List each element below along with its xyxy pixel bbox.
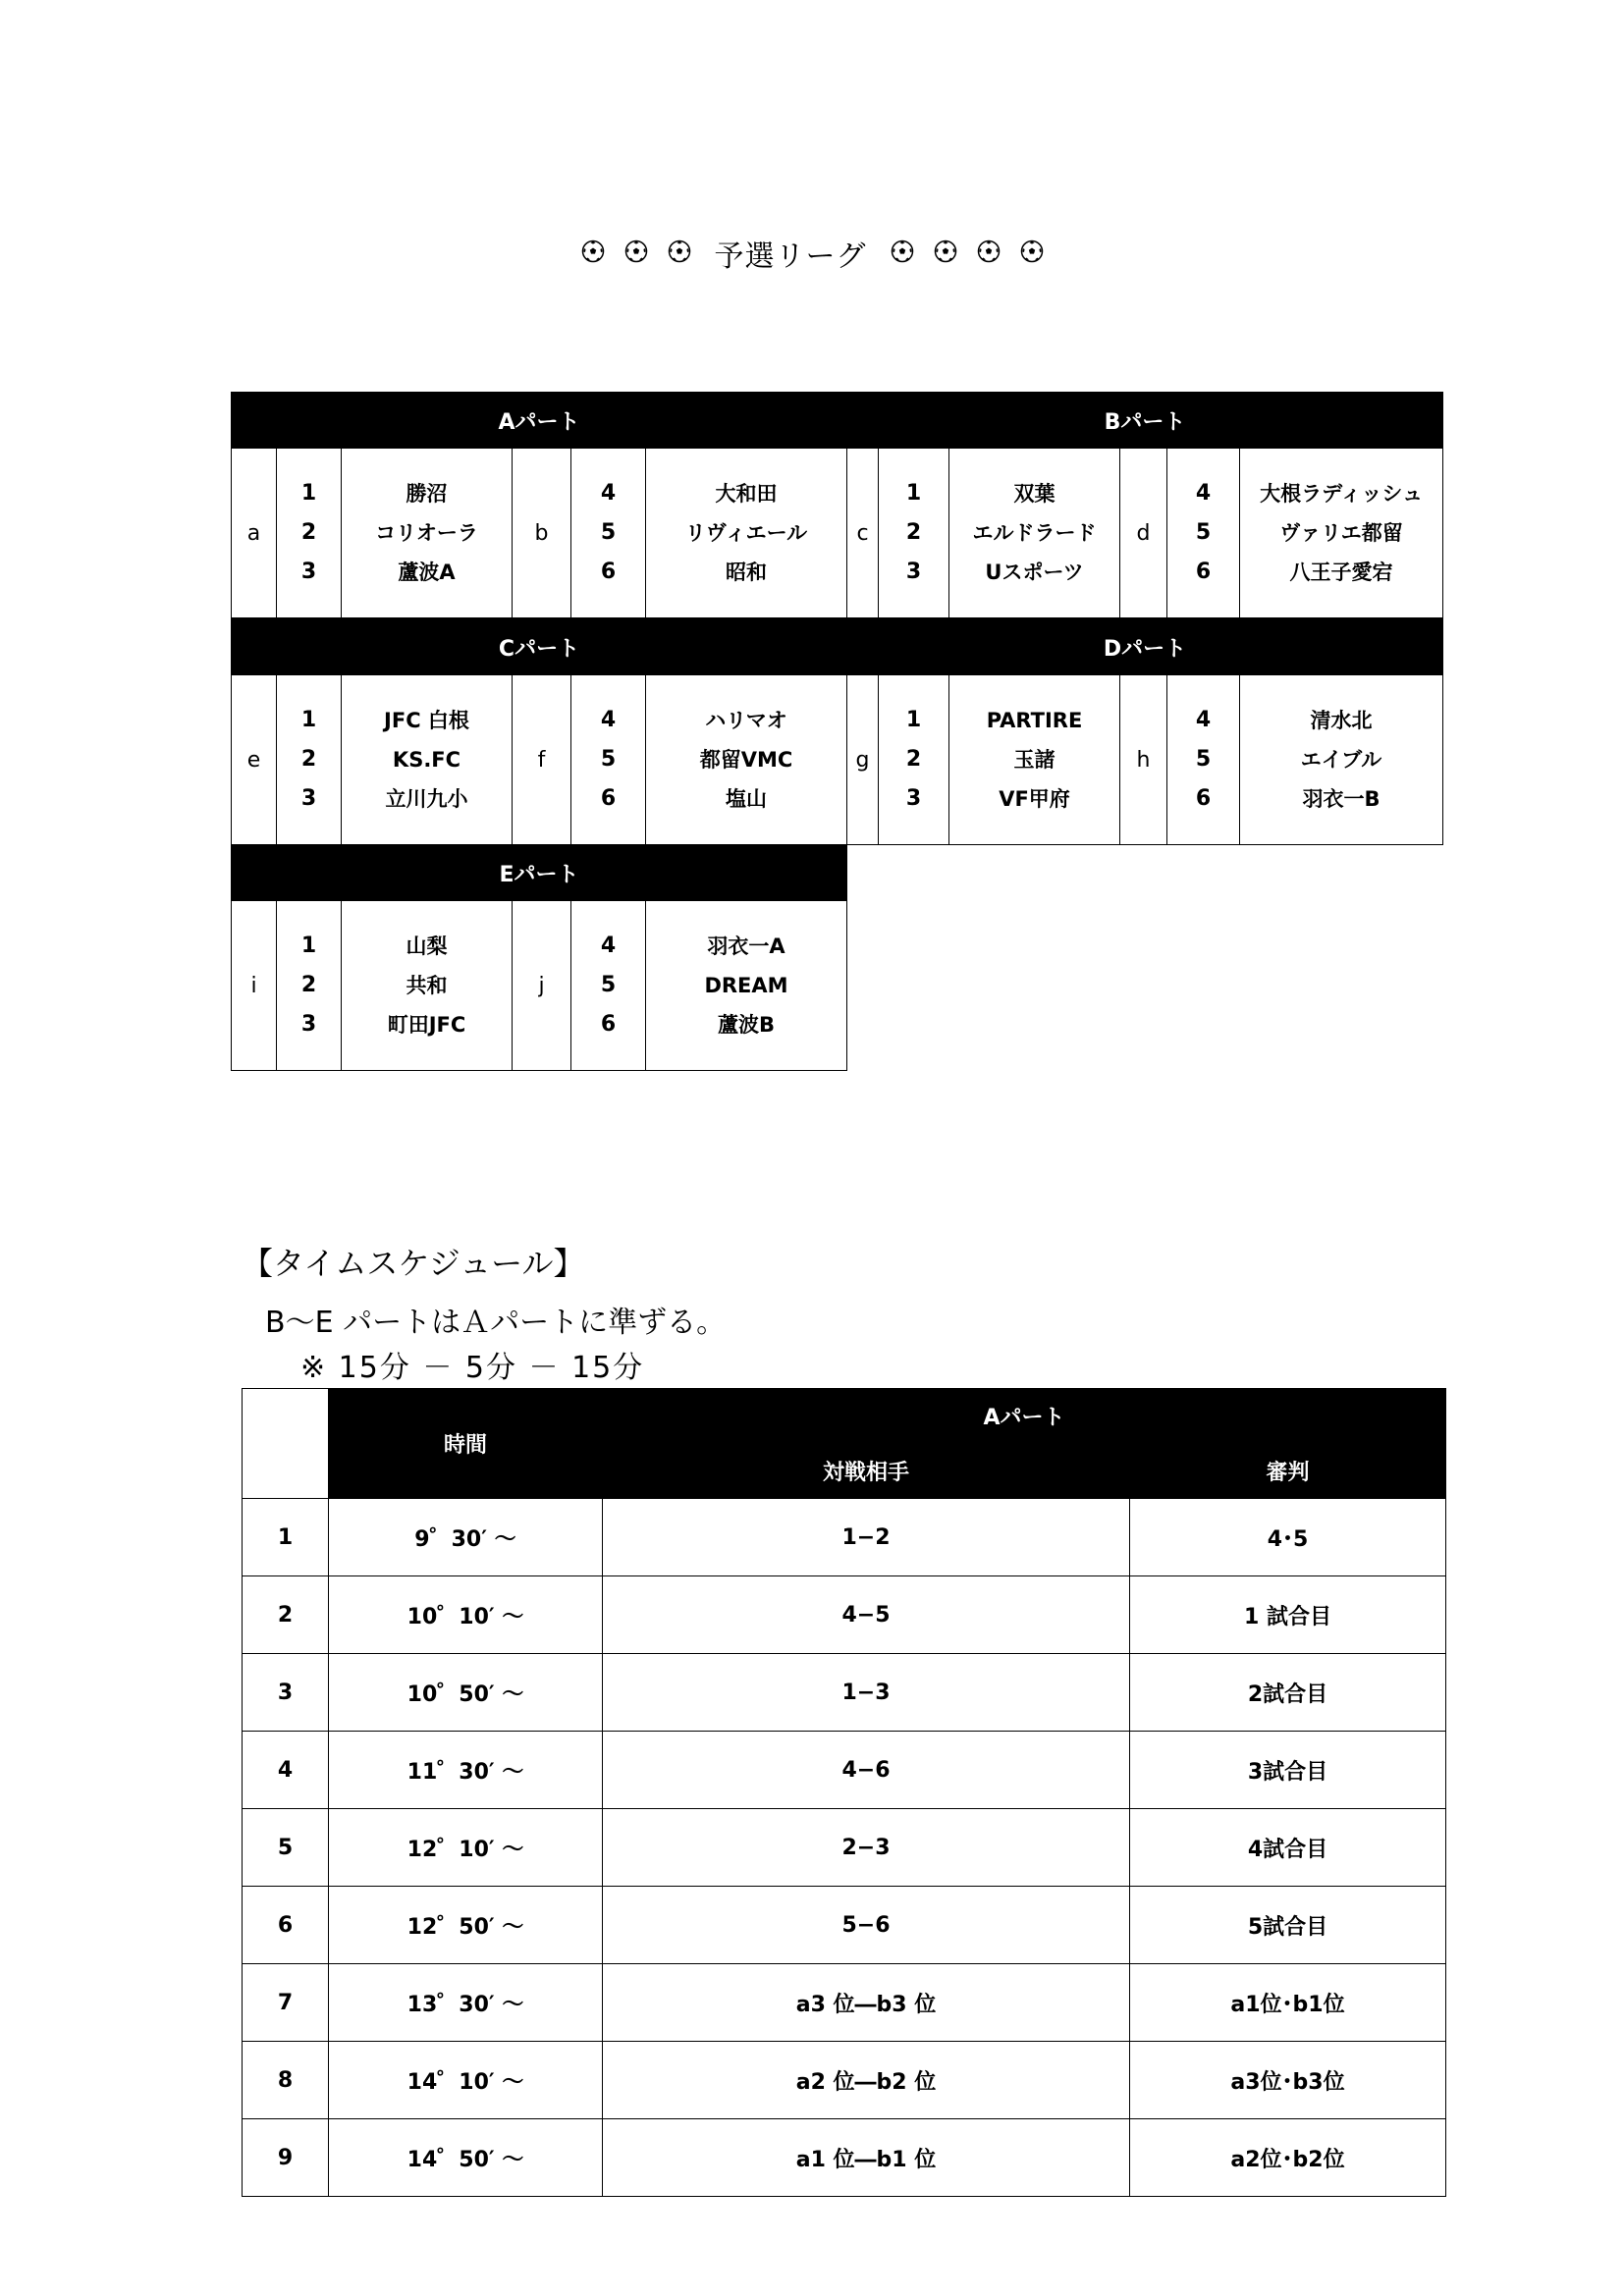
header-referee: 審判 <box>1130 1443 1446 1499</box>
page-title: 予選リーグ <box>714 240 867 274</box>
group-table-C <box>231 618 847 845</box>
team-name: 立川九小 <box>385 787 468 811</box>
schedule-note: B～E パートはＡパートに準ずる。 <box>265 1306 727 1340</box>
group-table-B <box>846 392 1443 618</box>
team-name: 蘆波A <box>398 561 456 584</box>
block-letter: d <box>1120 449 1167 618</box>
soccer-ball-icon <box>934 240 957 263</box>
seed-numbers <box>277 901 342 1071</box>
match-referee: 4･5 <box>1130 1499 1446 1576</box>
seed-numbers <box>571 449 646 618</box>
soccer-ball-icon <box>581 240 605 263</box>
schedule-heading: 【タイムスケジュール】 <box>242 1245 585 1282</box>
match-pairing: a1 位―b1 位 <box>603 2119 1130 2197</box>
soccer-ball-icon <box>891 240 914 263</box>
match-number: 3 <box>243 1654 329 1732</box>
seed-number: 1 <box>905 708 922 732</box>
match-pairing: a3 位―b3 位 <box>603 1964 1130 2042</box>
match-number: 1 <box>243 1499 329 1576</box>
seed-number: 4 <box>600 708 617 732</box>
schedule-row <box>243 2042 1446 2119</box>
schedule-corner-cell <box>243 1389 329 1499</box>
team-name: ハリマオ <box>705 709 787 732</box>
schedule-row <box>243 1499 1446 1576</box>
seed-number: 6 <box>600 1012 617 1037</box>
team-names <box>1240 449 1443 618</box>
match-number: 7 <box>243 1964 329 2042</box>
team-names <box>1240 675 1443 845</box>
match-time: 14゜10′ ～ <box>329 2042 603 2119</box>
match-time: 10゜10′ ～ <box>329 1576 603 1654</box>
team-name: VF甲府 <box>999 787 1070 811</box>
group-table-E <box>231 844 847 1071</box>
schedule-row <box>243 1887 1446 1964</box>
seed-number: 6 <box>600 560 617 584</box>
seed-numbers <box>1167 675 1240 845</box>
schedule-row <box>243 1576 1446 1654</box>
seed-number: 5 <box>600 747 617 772</box>
seed-number: 1 <box>300 934 317 958</box>
block-letter: h <box>1120 675 1167 845</box>
team-name: 羽衣一A <box>707 934 785 958</box>
seed-number: 4 <box>600 481 617 506</box>
block-letter: c <box>847 449 879 618</box>
match-number: 9 <box>243 2119 329 2197</box>
team-name: 玉諸 <box>1013 748 1056 772</box>
match-time: 12゜10′ ～ <box>329 1809 603 1887</box>
seed-number: 5 <box>600 520 617 545</box>
page-title-row <box>0 234 1624 273</box>
match-referee: a3位･b3位 <box>1130 2042 1446 2119</box>
match-number: 6 <box>243 1887 329 1964</box>
seed-number: 3 <box>300 560 317 584</box>
team-names <box>342 449 513 618</box>
seed-number: 3 <box>300 786 317 811</box>
team-name: 塩山 <box>726 787 767 811</box>
match-pairing: 4−6 <box>603 1732 1130 1809</box>
team-name: 勝沼 <box>406 482 448 506</box>
seed-number: 5 <box>600 973 617 997</box>
team-name: 蘆波B <box>717 1013 775 1037</box>
seed-number: 2 <box>300 973 317 997</box>
team-names <box>342 901 513 1071</box>
team-name: Uスポーツ <box>985 561 1084 584</box>
schedule-row <box>243 1964 1446 2042</box>
seed-numbers <box>571 675 646 845</box>
group-part-header: Cパート <box>232 619 847 675</box>
match-time: 10゜50′ ～ <box>329 1654 603 1732</box>
schedule-row <box>243 2119 1446 2197</box>
team-name: 共和 <box>406 974 448 997</box>
team-names <box>646 449 847 618</box>
schedule-table <box>242 1388 1446 2197</box>
seed-number: 2 <box>300 747 317 772</box>
seed-numbers <box>879 449 949 618</box>
block-letter: b <box>513 449 571 618</box>
seed-number: 6 <box>1195 786 1212 811</box>
block-letter: a <box>232 449 277 618</box>
team-name: JFC 白根 <box>384 709 469 732</box>
seed-number: 6 <box>600 786 617 811</box>
schedule-duration-note: ※ 15分 － 5分 － 15分 <box>300 1351 645 1385</box>
team-name: PARTIRE <box>986 709 1083 732</box>
team-name: コリオーラ <box>375 521 478 545</box>
block-letter: f <box>513 675 571 845</box>
balls-left <box>571 240 701 267</box>
seed-number: 3 <box>905 560 922 584</box>
match-number: 8 <box>243 2042 329 2119</box>
seed-number: 1 <box>300 708 317 732</box>
seed-number: 3 <box>300 1012 317 1037</box>
team-name: 大根ラディッシュ <box>1260 482 1423 506</box>
team-name: エルドラード <box>972 521 1097 545</box>
match-time: 9゜30′ ～ <box>329 1499 603 1576</box>
schedule-row <box>243 1809 1446 1887</box>
header-match: 対戦相手 <box>603 1443 1130 1499</box>
seed-number: 4 <box>600 934 617 958</box>
team-name: 都留VMC <box>699 748 793 772</box>
match-referee: a2位･b2位 <box>1130 2119 1446 2197</box>
seed-numbers <box>1167 449 1240 618</box>
header-time: 時間 <box>329 1389 603 1499</box>
match-time: 14゜50′ ～ <box>329 2119 603 2197</box>
block-letter: g <box>847 675 879 845</box>
group-part-header: Eパート <box>232 845 847 901</box>
block-letter: j <box>513 901 571 1071</box>
team-name: DREAM <box>704 974 788 997</box>
seed-number: 3 <box>905 786 922 811</box>
team-name: 羽衣一B <box>1302 787 1380 811</box>
seed-number: 2 <box>300 520 317 545</box>
seed-numbers <box>277 449 342 618</box>
match-referee: 1 試合目 <box>1130 1576 1446 1654</box>
team-name: 町田JFC <box>387 1013 466 1037</box>
team-names <box>949 675 1120 845</box>
schedule-row <box>243 1732 1446 1809</box>
team-name: 清水北 <box>1310 709 1373 732</box>
seed-numbers <box>571 901 646 1071</box>
team-name: エイブル <box>1300 748 1382 772</box>
match-time: 12゜50′ ～ <box>329 1887 603 1964</box>
match-pairing: 5−6 <box>603 1887 1130 1964</box>
seed-number: 2 <box>905 520 922 545</box>
seed-number: 5 <box>1195 747 1212 772</box>
team-name: 大和田 <box>715 482 778 506</box>
team-names <box>949 449 1120 618</box>
team-name: リヴィエール <box>684 521 808 545</box>
seed-number: 6 <box>1195 560 1212 584</box>
match-number: 2 <box>243 1576 329 1654</box>
seed-number: 4 <box>1195 481 1212 506</box>
team-name: KS.FC <box>392 748 461 772</box>
team-names <box>342 675 513 845</box>
group-table-A <box>231 392 847 618</box>
seed-numbers <box>879 675 949 845</box>
group-part-header: Bパート <box>847 393 1443 449</box>
team-name: 昭和 <box>726 561 768 584</box>
match-referee: 5試合目 <box>1130 1887 1446 1964</box>
team-name: 八王子愛宕 <box>1289 561 1393 584</box>
header-part: Aパート <box>603 1389 1446 1443</box>
seed-number: 4 <box>1195 708 1212 732</box>
soccer-ball-icon <box>624 240 648 263</box>
block-letter: i <box>232 901 277 1071</box>
match-referee: 3試合目 <box>1130 1732 1446 1809</box>
match-pairing: 4−5 <box>603 1576 1130 1654</box>
group-part-header: Aパート <box>232 393 847 449</box>
match-referee: 4試合目 <box>1130 1809 1446 1887</box>
team-name: 山梨 <box>406 934 448 958</box>
seed-number: 2 <box>905 747 922 772</box>
match-number: 5 <box>243 1809 329 1887</box>
soccer-ball-icon <box>668 240 691 263</box>
balls-right <box>881 240 1054 267</box>
seed-number: 1 <box>905 481 922 506</box>
match-time: 11゜30′ ～ <box>329 1732 603 1809</box>
team-name: ヴァリエ都留 <box>1279 521 1403 545</box>
match-pairing: 1−3 <box>603 1654 1130 1732</box>
soccer-ball-icon <box>1020 240 1044 263</box>
team-name: 双葉 <box>1013 482 1056 506</box>
match-number: 4 <box>243 1732 329 1809</box>
match-pairing: a2 位―b2 位 <box>603 2042 1130 2119</box>
match-pairing: 1−2 <box>603 1499 1130 1576</box>
soccer-ball-icon <box>977 240 1001 263</box>
seed-number: 1 <box>300 481 317 506</box>
team-names <box>646 901 847 1071</box>
seed-numbers <box>277 675 342 845</box>
match-referee: a1位･b1位 <box>1130 1964 1446 2042</box>
match-referee: 2試合目 <box>1130 1654 1446 1732</box>
match-pairing: 2−3 <box>603 1809 1130 1887</box>
block-letter: e <box>232 675 277 845</box>
group-part-header: Dパート <box>847 619 1443 675</box>
seed-number: 5 <box>1195 520 1212 545</box>
group-table-D <box>846 618 1443 845</box>
team-names <box>646 675 847 845</box>
schedule-row <box>243 1654 1446 1732</box>
match-time: 13゜30′ ～ <box>329 1964 603 2042</box>
